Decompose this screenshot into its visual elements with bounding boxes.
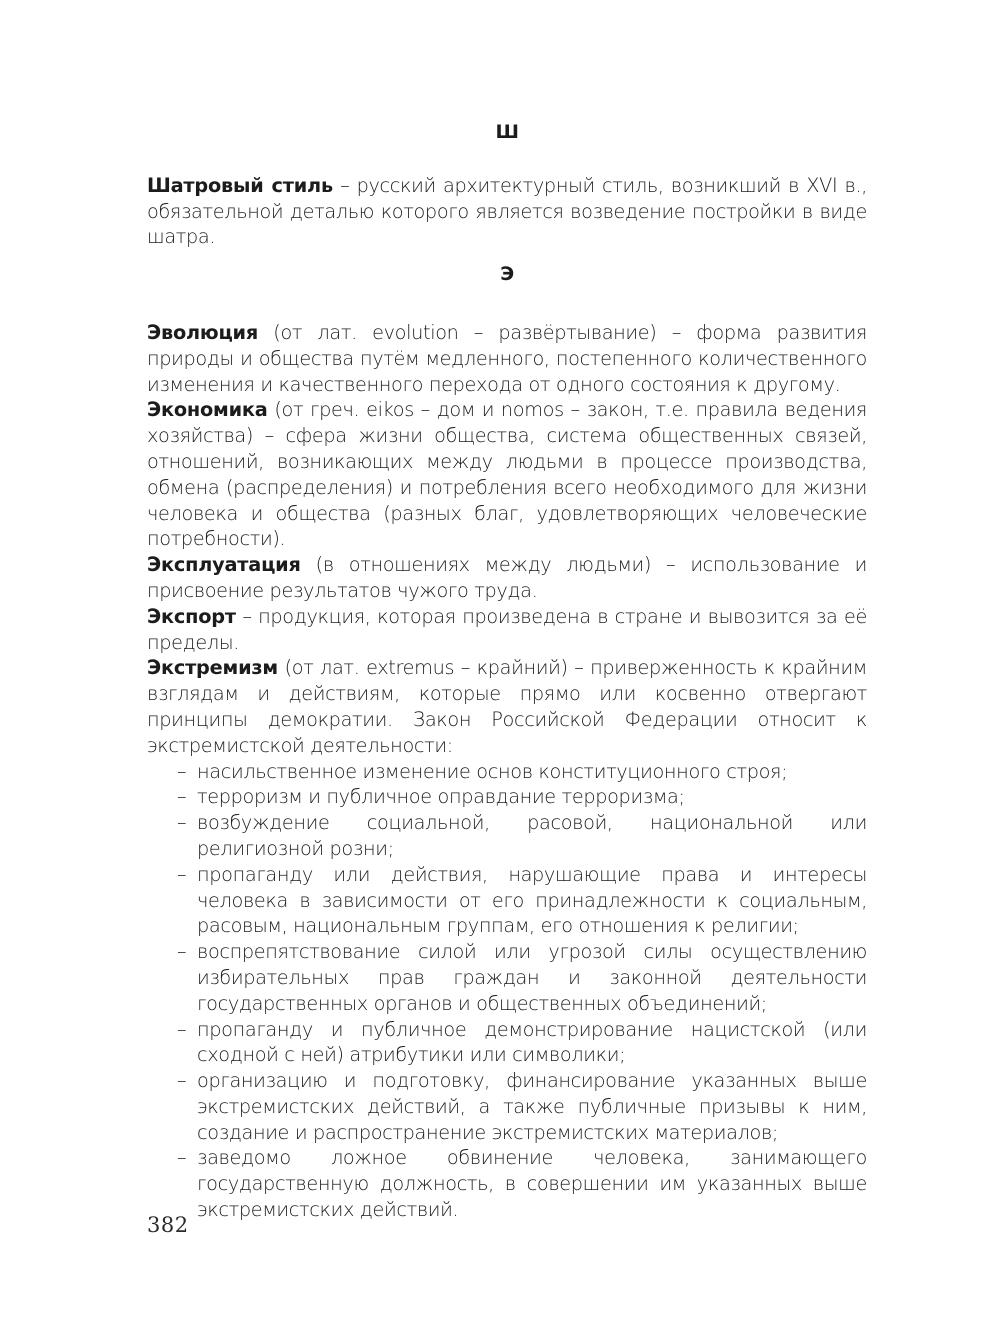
list-item	[147, 1068, 867, 1145]
entry-ekspluatatsiya	[147, 552, 867, 604]
entry-text: (от лат. extremus – крайний) – приверженность к крайним взглядам и действиям, которые прямо или косвенно отвергают принципы демократии. Закон Российской Федерации относит к экстремистской деятельности:	[147, 656, 867, 757]
list-item	[147, 759, 867, 785]
page-number: 382	[147, 1213, 189, 1237]
list-dash: –	[177, 759, 187, 783]
list-item-text: возбуждение социальной, расовой, национальной или религиозной розни;	[197, 811, 867, 860]
entry-evolyutsiya	[147, 320, 867, 397]
list-dash: –	[177, 785, 187, 809]
entry-text: – продукция, которая произведена в стране и вывозится за её пределы.	[147, 604, 867, 654]
list-item-text: насильственное изменение основ конституционного строя;	[197, 759, 788, 783]
list-item	[147, 1145, 867, 1222]
section-letter-sh: Ш	[495, 121, 519, 143]
list-item	[147, 862, 867, 939]
entry-term: Эволюция	[147, 320, 259, 344]
list-item	[147, 1017, 867, 1069]
section-letter-e: Э	[500, 263, 514, 286]
entry-text: (от лат. evolution – развёртывание) – форма развития природы и общества путём медленного, постепенного количественного изменения и качественного перехода от одного состояния к другому.	[147, 320, 867, 396]
list-item-text: пропаганду и публичное демонстрирование нацистской (или сходной с ней) атрибутики или символики;	[197, 1017, 867, 1067]
entry-text: – русский архитектурный стиль, возникший в XVI в., обязательной деталью которого является возведение постройки в виде шатра.	[147, 173, 868, 249]
list-item-text: заведомо ложное обвинение человека, занимающего государственную должность, в совершении им указанных выше экстремистских действий.	[197, 1146, 867, 1222]
entry-text: (от греч. eikos – дом и nomos – закон, т.е. правила ведения хозяйства) – сфера жизни общества, система общественных связей, отношений, возникающих между людьми в процессе производства, обмена (распределения) и потребления всего необходимого для жизни человека и общества (разных благ, удовлетворяющих человеческие потребности).	[147, 398, 867, 551]
entry-term: Экстремизм	[147, 656, 278, 680]
list-item	[147, 784, 867, 810]
entry-shatrovy-stil	[147, 173, 867, 250]
extremism-activities-list	[147, 759, 867, 1223]
entry-text: (в отношениях между людьми) – использование и присвоение результатов чужого труда.	[147, 553, 867, 602]
entry-ekonomika	[147, 397, 867, 552]
list-dash: –	[177, 811, 187, 835]
entry-term: Шатровый стиль	[147, 173, 333, 197]
page-content	[147, 108, 867, 1223]
list-dash: –	[177, 1146, 187, 1170]
list-item-text: терроризм и публичное оправдание терроризма;	[197, 785, 685, 809]
list-item	[147, 939, 867, 1016]
entry-term: Эксплуатация	[147, 553, 301, 577]
list-item	[147, 810, 867, 862]
list-item-text: организацию и подготовку, финансирование указанных выше экстремистских действий, а также публичные призывы к ним, создание и распространение экстремистских материалов;	[197, 1069, 867, 1144]
entry-term: Экспорт	[147, 604, 236, 628]
entry-term: Экономика	[147, 398, 268, 422]
list-dash: –	[177, 940, 187, 964]
entry-ekstremizm	[147, 655, 867, 758]
entry-eksport	[147, 604, 867, 656]
list-dash: –	[177, 1069, 187, 1093]
list-item-text: воспрепятствование силой или угрозой силы осуществлению избирательных прав граждан и законной деятельности государственных органов и общественных объединений;	[197, 940, 867, 1015]
list-item-text: пропаганду или действия, нарушающие права и интересы человека в зависимости от его принадлежности к социальным, расовым, национальным группам, его отношения к религии;	[197, 862, 867, 938]
list-dash: –	[177, 862, 187, 886]
list-dash: –	[177, 1017, 187, 1041]
